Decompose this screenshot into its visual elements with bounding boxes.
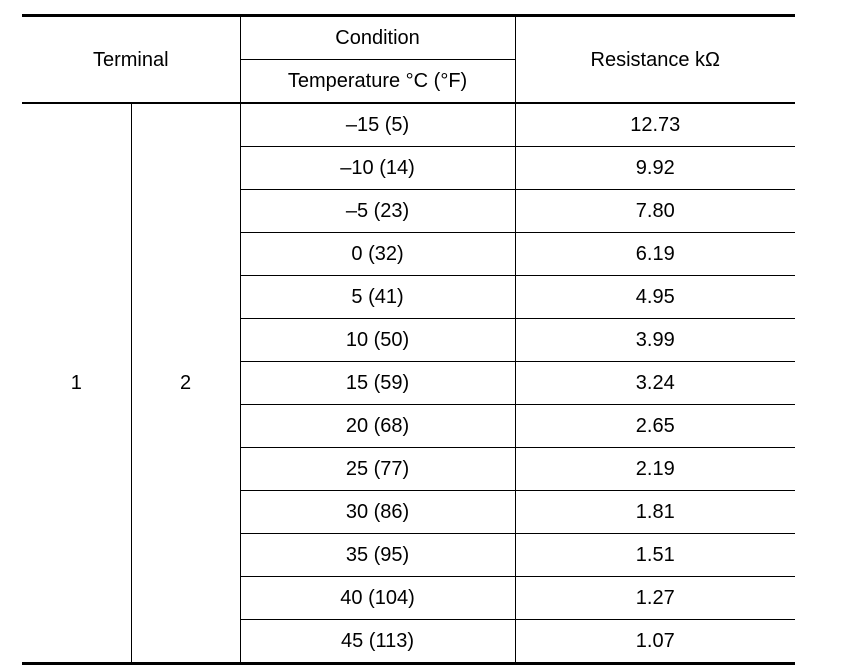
resistance-cell: 1.27 — [515, 577, 795, 620]
table-body — [22, 103, 795, 664]
temperature-cell: 30 (86) — [240, 491, 515, 534]
terminal-1-cell: 1 — [22, 103, 131, 664]
resistance-cell: 1.81 — [515, 491, 795, 534]
resistance-cell: 12.73 — [515, 103, 795, 147]
temperature-header: Temperature °C (°F) — [240, 60, 515, 104]
resistance-cell: 7.80 — [515, 190, 795, 233]
temperature-cell: 40 (104) — [240, 577, 515, 620]
resistance-spec-table — [22, 14, 795, 665]
temperature-cell: –5 (23) — [240, 190, 515, 233]
resistance-cell: 9.92 — [515, 147, 795, 190]
terminal-header: Terminal — [22, 16, 240, 104]
header-row-top — [22, 16, 795, 60]
resistance-cell: 1.07 — [515, 620, 795, 664]
temperature-cell: 5 (41) — [240, 276, 515, 319]
terminal-2-cell: 2 — [131, 103, 240, 664]
condition-header: Condition — [240, 16, 515, 60]
temperature-cell: 20 (68) — [240, 405, 515, 448]
resistance-cell: 4.95 — [515, 276, 795, 319]
table-row — [22, 103, 795, 147]
resistance-cell: 6.19 — [515, 233, 795, 276]
table-header — [22, 16, 795, 104]
resistance-cell: 3.99 — [515, 319, 795, 362]
temperature-cell: –15 (5) — [240, 103, 515, 147]
temperature-cell: –10 (14) — [240, 147, 515, 190]
temperature-cell: 0 (32) — [240, 233, 515, 276]
resistance-cell: 2.65 — [515, 405, 795, 448]
resistance-cell: 1.51 — [515, 534, 795, 577]
temperature-cell: 25 (77) — [240, 448, 515, 491]
temperature-cell: 45 (113) — [240, 620, 515, 664]
temperature-cell: 15 (59) — [240, 362, 515, 405]
resistance-header: Resistance kΩ — [515, 16, 795, 104]
resistance-cell: 2.19 — [515, 448, 795, 491]
temperature-cell: 35 (95) — [240, 534, 515, 577]
temperature-cell: 10 (50) — [240, 319, 515, 362]
resistance-cell: 3.24 — [515, 362, 795, 405]
